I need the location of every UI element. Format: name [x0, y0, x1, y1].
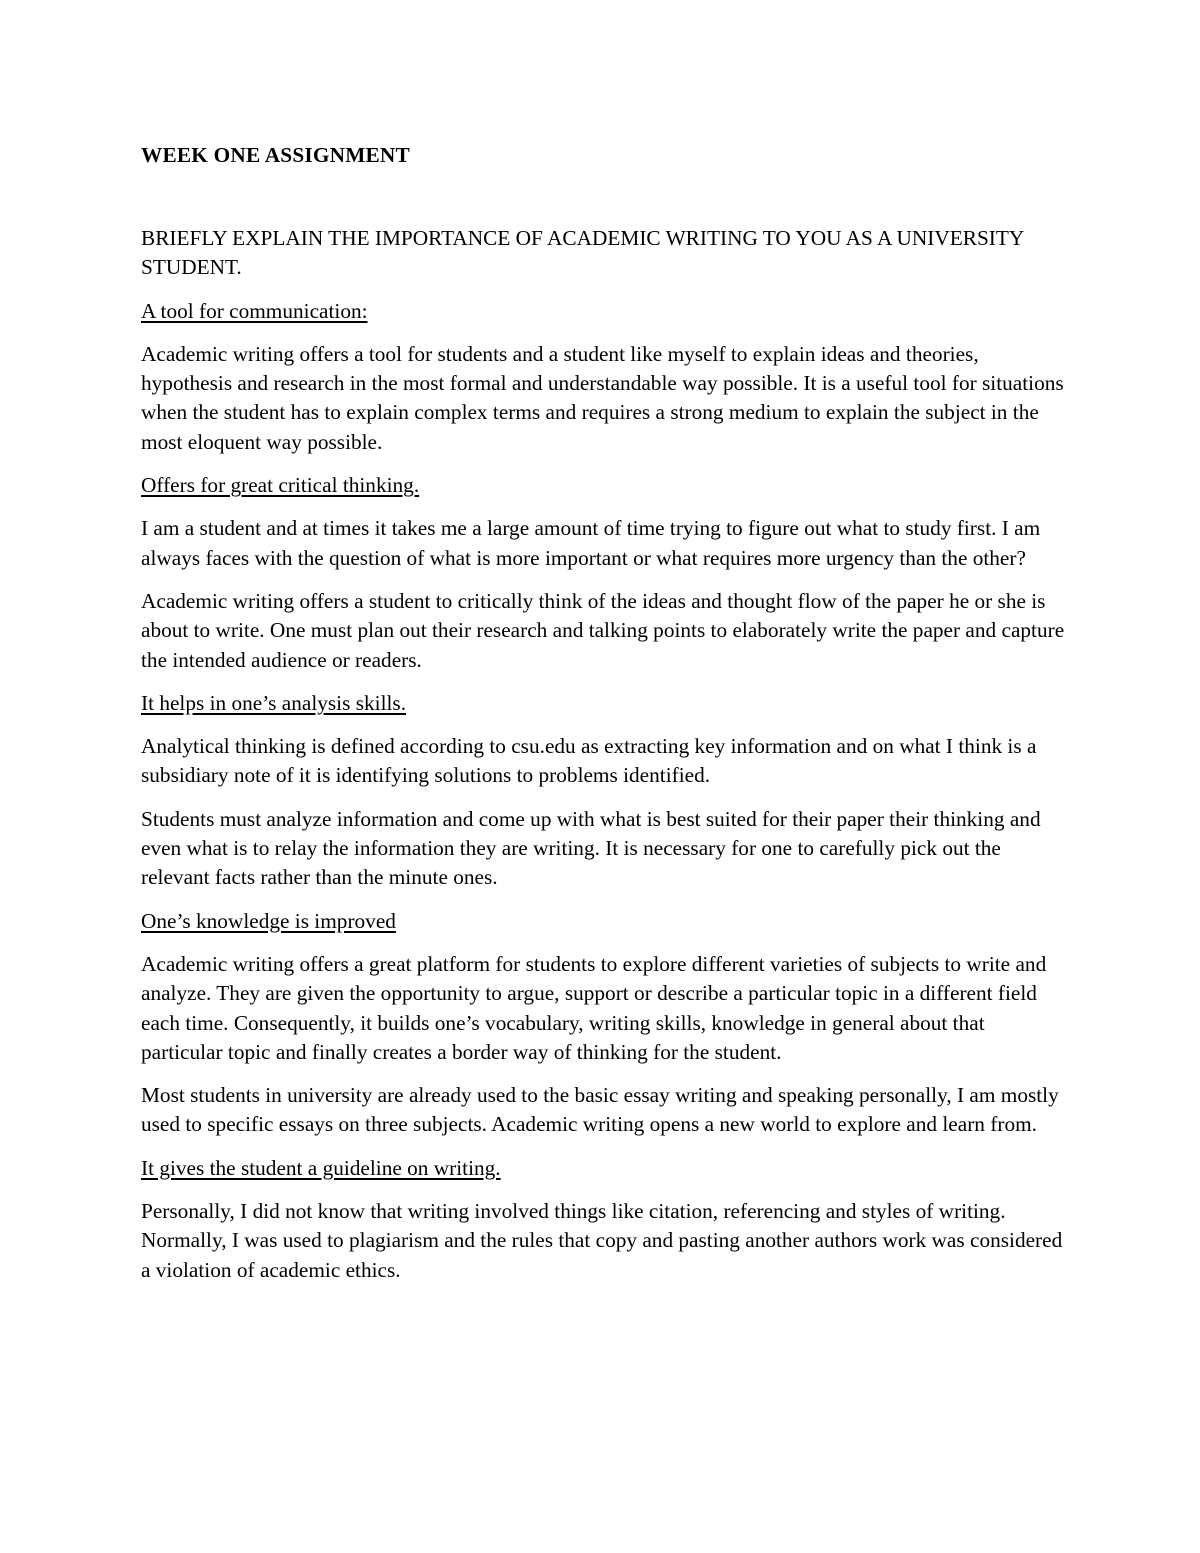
- document-body: [141, 141, 1066, 1299]
- paragraph: Academic writing offers a tool for students and a student like myself to explain ideas and theories, hypothesis and research in the most formal and understandable way possible. It is a useful tool for situations when the student has to explain complex terms and requires a strong medium to explain the subject in the most eloquent way possible.: [141, 341, 1064, 454]
- paragraph: Analytical thinking is defined according to csu.edu as extracting key information and on what I think is a subsidiary note of it is identifying solutions to problems identified.: [141, 734, 1037, 788]
- paragraph: Academic writing offers a student to critically think of the ideas and thought flow of the paper he or she is about to write. One must plan out their research and talking points to elaborately write the paper and capture the intended audience or readers.: [141, 588, 1065, 672]
- paragraph: Most students in university are already used to the basic essay writing and speaking personally, I am mostly used to specific essays on three subjects. Academic writing opens a new world to explore and learn from.: [141, 1083, 1059, 1137]
- section-heading-communication: A tool for communication:: [141, 298, 368, 323]
- paragraph: I am a student and at times it takes me a large amount of time trying to figure out what to study first. I am always faces with the question of what is more important or what requires more urgency than the other?: [141, 516, 1041, 570]
- document-title: WEEK ONE ASSIGNMENT: [141, 143, 410, 167]
- paragraph: Academic writing offers a great platform for students to explore different varieties of subjects to write and analyze. They are given the opportunity to argue, support or describe a particular topic in a different field each time. Consequently, it builds one’s vocabulary, writing skills, knowledge in general about that particular topic and finally creates a border way of thinking for the student.: [141, 951, 1047, 1064]
- assignment-question: BRIEFLY EXPLAIN THE IMPORTANCE OF ACADEMIC WRITING TO YOU AS A UNIVERSITY STUDENT.: [141, 226, 1024, 280]
- section-heading-knowledge: One’s knowledge is improved: [141, 908, 396, 933]
- section-heading-critical-thinking: Offers for great critical thinking.: [141, 473, 420, 498]
- paragraph: Students must analyze information and come up with what is best suited for their paper their thinking and even what is to relay the information they are writing. It is necessary for one to carefully pick out the relevant facts rather than the minute ones.: [141, 806, 1041, 890]
- section-heading-analysis-skills: It helps in one’s analysis skills.: [141, 690, 407, 715]
- section-heading-guideline: It gives the student a guideline on writing.: [141, 1155, 501, 1180]
- paragraph: Personally, I did not know that writing involved things like citation, referencing and styles of writing. Normally, I was used to plagiarism and the rules that copy and pasting another authors work was considered a violation of academic ethics.: [141, 1199, 1063, 1282]
